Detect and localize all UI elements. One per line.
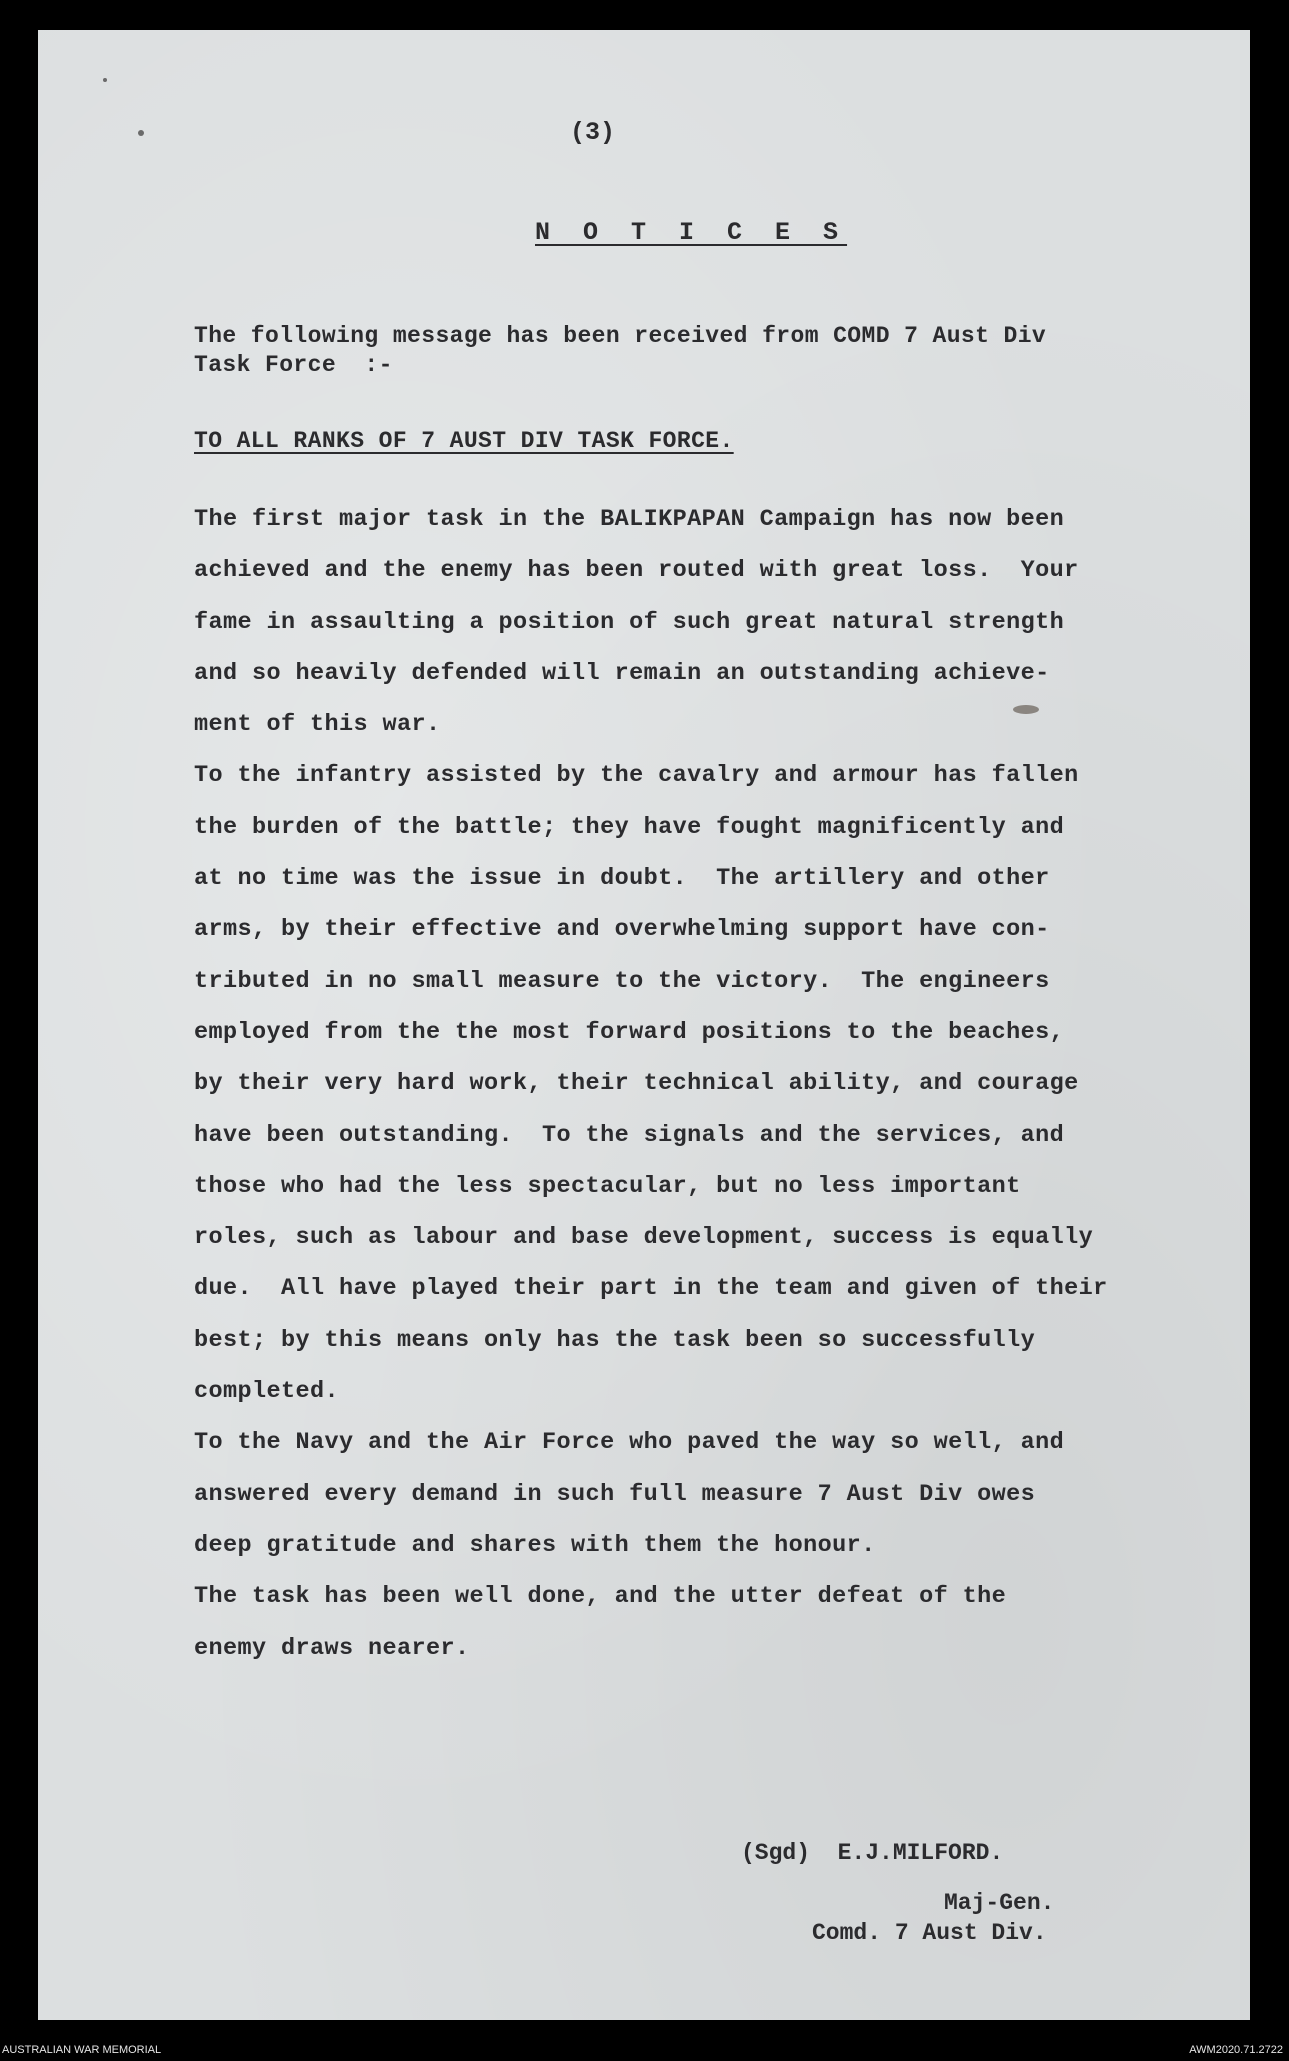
body-line: arms, by their effective and overwhelming support have con- — [194, 916, 1050, 944]
notices-heading: N O T I C E S — [535, 218, 848, 247]
body-line: answered every demand in such full measure 7 Aust Div owes — [194, 1480, 1036, 1508]
body-line: The task has been well done, and the utter defeat of the — [194, 1583, 1007, 1611]
body-line: those who had the less spectacular, but no less important — [194, 1172, 1021, 1200]
body-line: To the Navy and the Air Force who paved the way so well, and — [194, 1429, 1065, 1457]
archive-credit: AUSTRALIAN WAR MEMORIAL — [2, 2044, 162, 2056]
body-line: best; by this means only has the task been so successfully — [194, 1326, 1036, 1354]
body-line: have been outstanding. To the signals and the services, and — [194, 1121, 1065, 1149]
body-line: To the infantry assisted by the cavalry and armour has fallen — [194, 762, 1079, 790]
message-body — [194, 500, 1108, 1680]
intro-line: Task Force :- — [194, 352, 393, 378]
ink-blot — [138, 130, 144, 136]
body-line: achieved and the enemy has been routed with great loss. Your — [194, 557, 1079, 585]
address-line: TO ALL RANKS OF 7 AUST DIV TASK FORCE. — [194, 428, 734, 454]
body-line: roles, such as labour and base development, success is equally — [194, 1224, 1094, 1252]
archive-reference: AWM2020.71.2722 — [1189, 2044, 1283, 2056]
body-line: and so heavily defended will remain an outstanding achieve- — [194, 659, 1050, 687]
body-line: at no time was the issue in doubt. The artillery and other — [194, 865, 1050, 893]
body-line: employed from the the most forward positions to the beaches, — [194, 1018, 1065, 1046]
body-line: enemy draws nearer. — [194, 1634, 470, 1662]
body-line: deep gratitude and shares with them the honour. — [194, 1531, 876, 1559]
body-line: ment of this war. — [194, 711, 441, 739]
body-line: tributed in no small measure to the victory. The engineers — [194, 967, 1050, 995]
body-line: the burden of the battle; they have fought magnificently and — [194, 813, 1065, 841]
body-line: due. All have played their part in the team and given of their — [194, 1275, 1108, 1303]
page-number: (3) — [570, 118, 616, 147]
body-line: by their very hard work, their technical ability, and courage — [194, 1070, 1079, 1098]
body-line: The first major task in the BALIKPAPAN Campaign has now been — [194, 506, 1065, 533]
intro-paragraph — [194, 322, 1046, 380]
signature-post: Comd. 7 Aust Div. — [812, 1920, 1047, 1946]
ink-blot — [103, 78, 107, 82]
body-line: completed. — [194, 1378, 340, 1406]
signature-rank: Maj-Gen. — [944, 1890, 1055, 1916]
signature-name: (Sgd) E.J.MILFORD. — [741, 1840, 1004, 1866]
intro-line: The following message has been received from COMD 7 Aust Div — [194, 323, 1047, 349]
body-line: fame in assaulting a position of such great natural strength — [194, 608, 1065, 636]
